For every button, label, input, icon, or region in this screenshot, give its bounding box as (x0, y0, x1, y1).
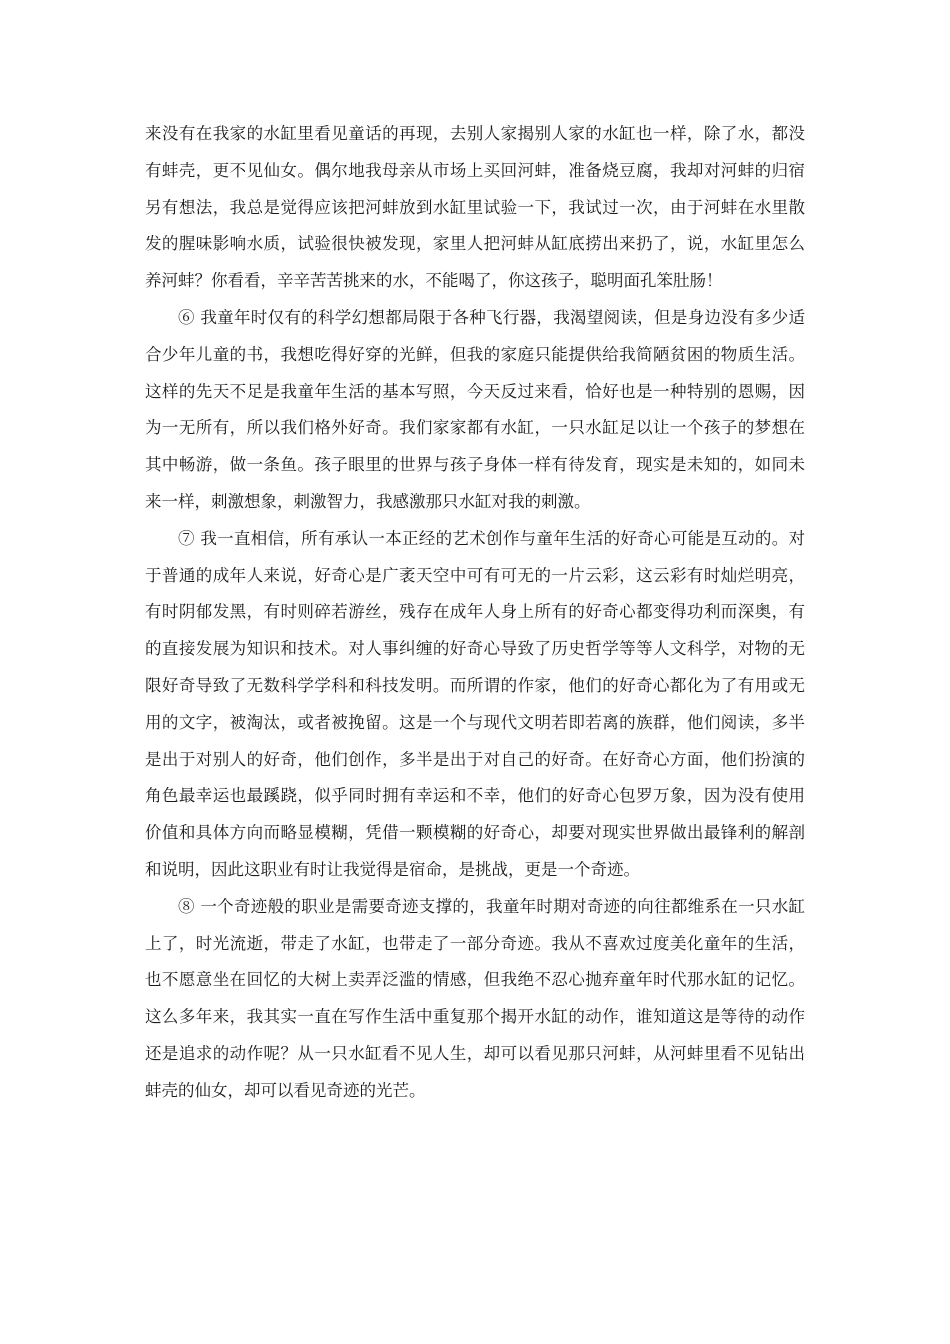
text-line: 另有想法，我总是觉得应该把河蚌放到水缸里试验一下，我试过一次，由于河蚌在水里散 (145, 197, 805, 217)
text-line: 这样的先天不足是我童年生活的基本写照，今天反过来看，恰好也是一种特别的恩赐，因 (145, 381, 805, 401)
paragraph-7 (145, 521, 805, 889)
text-line: 养河蚌？你看看，辛辛苦苦挑来的水，不能喝了，你这孩子，聪明面孔笨肚肠！ (145, 271, 723, 291)
text-line: 发的腥味影响水质，试验很快被发现，家里人把河蚌从缸底捞出来扔了，说，水缸里怎么 (145, 234, 805, 254)
paragraph-8 (145, 889, 805, 1110)
text-line: 用的文字，被淘汰，或者被挽留。这是一个与现代文明若即若离的族群，他们阅读，多半 (145, 712, 805, 732)
text-line: ⑥ 我童年时仅有的科学幻想都局限于各种飞行器，我渴望阅读，但是身边没有多少适 (178, 307, 805, 327)
text-line: 上了，时光流逝，带走了水缸，也带走了一部分奇迹。我从不喜欢过度美化童年的生活， (145, 933, 805, 953)
text-line: 价值和具体方向而略显模糊，凭借一颗模糊的好奇心，却要对现实世界做出最锋利的解剖 (145, 823, 805, 843)
text-line: 角色最幸运也最蹊跷，似乎同时拥有幸运和不幸，他们的好奇心包罗万象，因为没有使用 (145, 786, 805, 806)
text-line: 合少年儿童的书，我想吃得好穿的光鲜，但我的家庭只能提供给我简陋贫困的物质生活。 (145, 344, 805, 364)
paragraph-6 (145, 300, 805, 521)
text-line: 有蚌壳，更不见仙女。偶尔地我母亲从市场上买回河蚌，准备烧豆腐，我却对河蚌的归宿 (145, 160, 805, 180)
text-line: 是出于对别人的好奇，他们创作，多半是出于对自己的好奇。在好奇心方面，他们扮演的 (145, 749, 805, 769)
text-line: 的直接发展为知识和技术。对人事纠缠的好奇心导致了历史哲学等等人文科学，对物的无 (145, 639, 805, 659)
text-line: ⑧ 一个奇迹般的职业是需要奇迹支撑的，我童年时期对奇迹的向往都维系在一只水缸 (178, 896, 805, 916)
text-line: 这么多年来，我其实一直在写作生活中重复那个揭开水缸的动作，谁知道这是等待的动作 (145, 1007, 805, 1027)
text-line: 于普通的成年人来说，好奇心是广袤天空中可有可无的一片云彩，这云彩有时灿烂明亮， (145, 565, 805, 585)
text-line: 和说明，因此这职业有时让我觉得是宿命，是挑战，更是一个奇迹。 (145, 859, 640, 879)
text-line: 还是追求的动作呢？从一只水缸看不见人生，却可以看见那只河蚌，从河蚌里看不见钻出 (145, 1043, 805, 1063)
text-line: 有时阴郁发黑，有时则碎若游丝，残存在成年人身上所有的好奇心都变得功利而深奥，有 (145, 602, 805, 622)
text-line: 限好奇导致了无数科学学科和科技发明。而所谓的作家，他们的好奇心都化为了有用或无 (145, 675, 805, 695)
article-body (145, 116, 805, 1110)
text-line: 来没有在我家的水缸里看见童话的再现，去别人家揭别人家的水缸也一样，除了水，都没 (145, 124, 805, 143)
text-line: 为一无所有，所以我们格外好奇。我们家家都有水缸，一只水缸足以让一个孩子的梦想在 (145, 418, 805, 438)
text-line: 也不愿意坐在回忆的大树上卖弄泛滥的情感，但我绝不忍心抛弃童年时代那水缸的记忆。 (145, 970, 805, 990)
text-line: 其中畅游，做一条鱼。孩子眼里的世界与孩子身体一样有待发育，现实是未知的，如同未 (145, 455, 805, 475)
text-line: 来一样，刺激想象，刺激智力，我感激那只水缸对我的刺激。 (145, 491, 591, 511)
text-line: 蚌壳的仙女，却可以看见奇迹的光芒。 (145, 1080, 426, 1100)
text-line: ⑦ 我一直相信，所有承认一本正经的艺术创作与童年生活的好奇心可能是互动的。对 (178, 528, 805, 548)
paragraph-continued (145, 116, 805, 300)
